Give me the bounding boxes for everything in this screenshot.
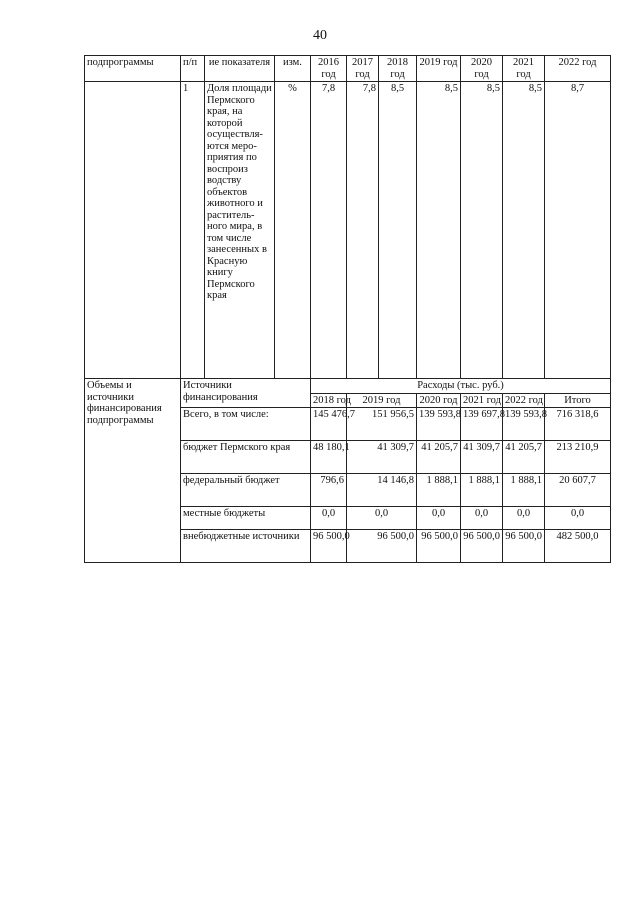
indicator-value-2021: 8,5	[503, 82, 545, 379]
funding-year-2018: 2018 год	[311, 393, 347, 408]
indicator-name: Доля площади Пермского края, на которой осуществля-ются меро-приятия по воспроиз водству объектов животного и раститель-ного мира, в том числе занесенных в Красную книгу Пермского края	[205, 82, 275, 379]
funding-amount: 796,6	[311, 474, 347, 507]
funding-section-label: Объемы и источники финансирования подпрограммы	[85, 379, 181, 563]
funding-amount: 139 593,8	[503, 408, 545, 441]
funding-amount: 96 500,0	[503, 530, 545, 563]
indicator-value-2018: 8,5	[379, 82, 417, 379]
header-indicator: ие показателя	[205, 56, 275, 82]
funding-amount: 1 888,1	[503, 474, 545, 507]
funding-sources-header: Источники финансирования	[181, 379, 311, 408]
funding-amount: 14 146,8	[347, 474, 417, 507]
header-subprogram: подпрограммы	[85, 56, 181, 82]
funding-amount: 96 500,0	[417, 530, 461, 563]
funding-amount: 0,0	[347, 507, 417, 530]
header-year-2022: 2022 год	[545, 56, 611, 82]
funding-amount: 96 500,0	[311, 530, 347, 563]
indicator-value-2019: 8,5	[417, 82, 461, 379]
funding-year-2021: 2021 год	[461, 393, 503, 408]
funding-amount: 48 180,1	[311, 441, 347, 474]
indicator-number: 1	[181, 82, 205, 379]
funding-amount: 41 309,7	[347, 441, 417, 474]
funding-amount: 0,0	[311, 507, 347, 530]
funding-source-label: внебюджетные источники	[181, 530, 311, 563]
indicator-value-2016: 7,8	[311, 82, 347, 379]
funding-amount: 1 888,1	[417, 474, 461, 507]
page-number: 40	[313, 28, 327, 43]
funding-amount-total: 716 318,6	[545, 408, 611, 441]
funding-amount: 1 888,1	[461, 474, 503, 507]
funding-amount: 96 500,0	[347, 530, 417, 563]
header-year-2021: 2021 год	[503, 56, 545, 82]
header-year-2018: 2018 год	[379, 56, 417, 82]
header-year-2019: 2019 год	[417, 56, 461, 82]
funding-amount: 151 956,5	[347, 408, 417, 441]
funding-amount: 41 205,7	[417, 441, 461, 474]
header-number: п/п	[181, 56, 205, 82]
funding-expenses-header: Расходы (тыс. руб.)	[311, 379, 611, 394]
indicator-unit: %	[275, 82, 311, 379]
funding-year-2020: 2020 год	[417, 393, 461, 408]
funding-amount: 139 593,8	[417, 408, 461, 441]
funding-amount: 0,0	[503, 507, 545, 530]
indicator-value-2022: 8,7	[545, 82, 611, 379]
subprogram-table	[84, 55, 611, 563]
funding-year-2022: 2022 год	[503, 393, 545, 408]
funding-header-row	[85, 379, 611, 394]
funding-source-label: федеральный бюджет	[181, 474, 311, 507]
indicator-value-2017: 7,8	[347, 82, 379, 379]
header-year-2020: 2020 год	[461, 56, 503, 82]
indicators-header-row	[85, 56, 611, 82]
funding-source-label: Всего, в том числе:	[181, 408, 311, 441]
funding-amount-total: 482 500,0	[545, 530, 611, 563]
funding-source-label: местные бюджеты	[181, 507, 311, 530]
funding-amount: 145 476,7	[311, 408, 347, 441]
funding-amount: 96 500,0	[461, 530, 503, 563]
funding-amount: 0,0	[461, 507, 503, 530]
funding-amount-total: 20 607,7	[545, 474, 611, 507]
funding-amount: 41 309,7	[461, 441, 503, 474]
header-year-2017: 2017 год	[347, 56, 379, 82]
funding-amount: 0,0	[417, 507, 461, 530]
funding-amount-total: 0,0	[545, 507, 611, 530]
funding-source-label: бюджет Пермского края	[181, 441, 311, 474]
indicator-row	[85, 82, 611, 379]
funding-amount: 41 205,7	[503, 441, 545, 474]
funding-year-2019: 2019 год	[347, 393, 417, 408]
indicator-subprogram-cell	[85, 82, 181, 379]
funding-total-header: Итого	[545, 393, 611, 408]
header-unit: изм.	[275, 56, 311, 82]
funding-amount-total: 213 210,9	[545, 441, 611, 474]
funding-amount: 139 697,8	[461, 408, 503, 441]
header-year-2016: 2016 год	[311, 56, 347, 82]
indicator-value-2020: 8,5	[461, 82, 503, 379]
